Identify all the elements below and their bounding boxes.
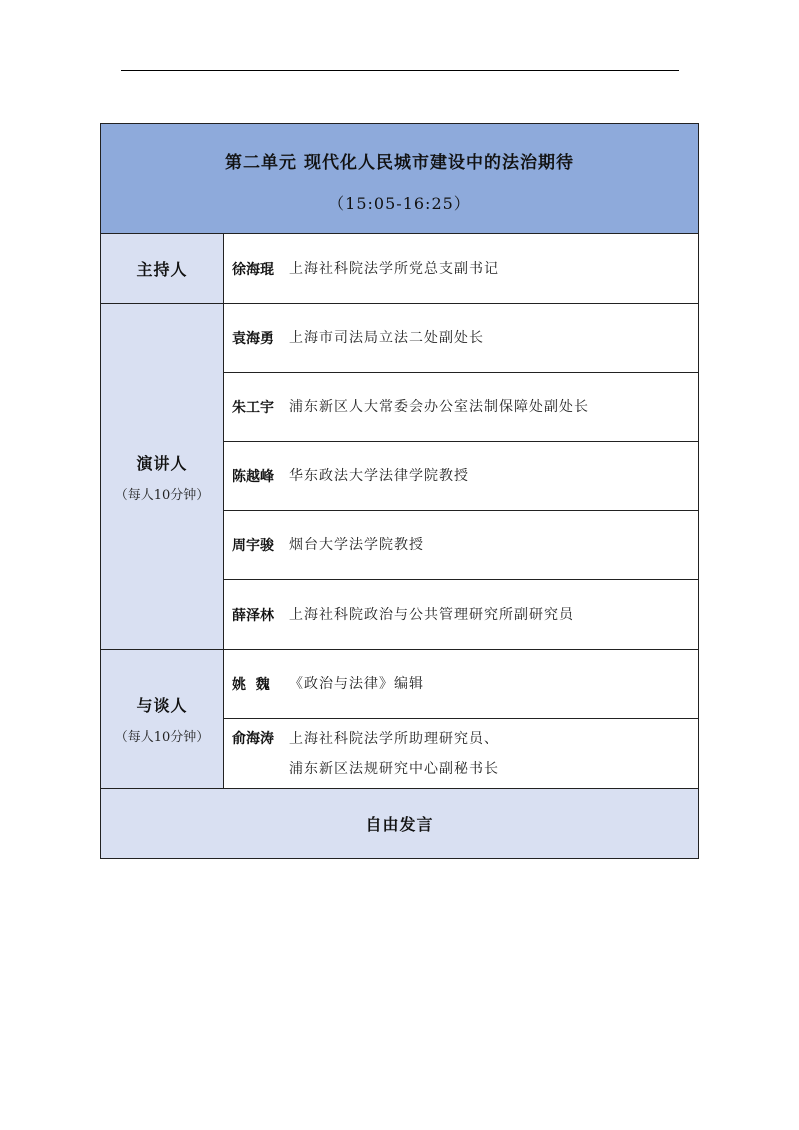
host-desc: 上海社科院法学所党总支副书记	[289, 260, 499, 277]
host-group	[101, 234, 698, 304]
speakers-group	[101, 304, 698, 650]
speaker-desc: 上海市司法局立法二处副处长	[289, 330, 484, 346]
top-rule	[121, 70, 679, 71]
speaker-row	[224, 580, 698, 649]
discussants-note: （每人10分钟）	[114, 730, 210, 745]
discussant-desc-block	[289, 724, 499, 784]
speaker-row	[224, 304, 698, 373]
discussant-name: 俞海涛	[232, 731, 274, 747]
speaker-desc: 烟台大学法学院教授	[289, 537, 424, 553]
host-row	[224, 234, 698, 303]
speaker-name: 周宇骏	[232, 538, 274, 554]
discussant-desc-line-2: 浦东新区法规研究中心副秘书长	[289, 761, 499, 777]
speaker-row	[224, 442, 698, 511]
session-title: 第二单元 现代化人民城市建设中的法治期待	[225, 153, 574, 173]
discussant-row	[224, 650, 698, 719]
host-label-cell	[101, 234, 224, 303]
discussants-group	[101, 650, 698, 789]
agenda-table	[100, 123, 699, 859]
host-name: 徐海琨	[232, 261, 274, 278]
session-time: （15:05-16:25）	[328, 194, 471, 213]
discussant-desc-line-1: 上海社科院法学所助理研究员、	[289, 731, 499, 747]
speaker-name: 朱工宇	[232, 400, 274, 416]
speaker-name: 袁海勇	[232, 331, 274, 347]
free-discussion: 自由发言	[101, 789, 698, 858]
discussant-row	[224, 719, 698, 788]
host-label: 主持人	[136, 260, 188, 279]
speaker-row	[224, 511, 698, 580]
speaker-name: 薛泽林	[232, 607, 274, 624]
speaker-desc: 上海社科院政治与公共管理研究所副研究员	[289, 606, 574, 623]
discussant-desc: 《政治与法律》编辑	[289, 676, 424, 692]
discussant-name: 姚 魏	[232, 677, 270, 693]
discussants-label: 与谈人	[136, 696, 188, 715]
speakers-label: 演讲人	[136, 453, 188, 473]
session-header	[101, 124, 698, 234]
speaker-desc: 华东政法大学法律学院教授	[289, 468, 469, 484]
speakers-label-cell	[101, 304, 224, 649]
speaker-row	[224, 373, 698, 442]
speaker-name: 陈越峰	[232, 469, 274, 485]
discussants-label-cell	[101, 650, 224, 788]
speakers-note: （每人10分钟）	[114, 487, 210, 503]
speaker-desc: 浦东新区人大常委会办公室法制保障处副处长	[289, 399, 589, 415]
